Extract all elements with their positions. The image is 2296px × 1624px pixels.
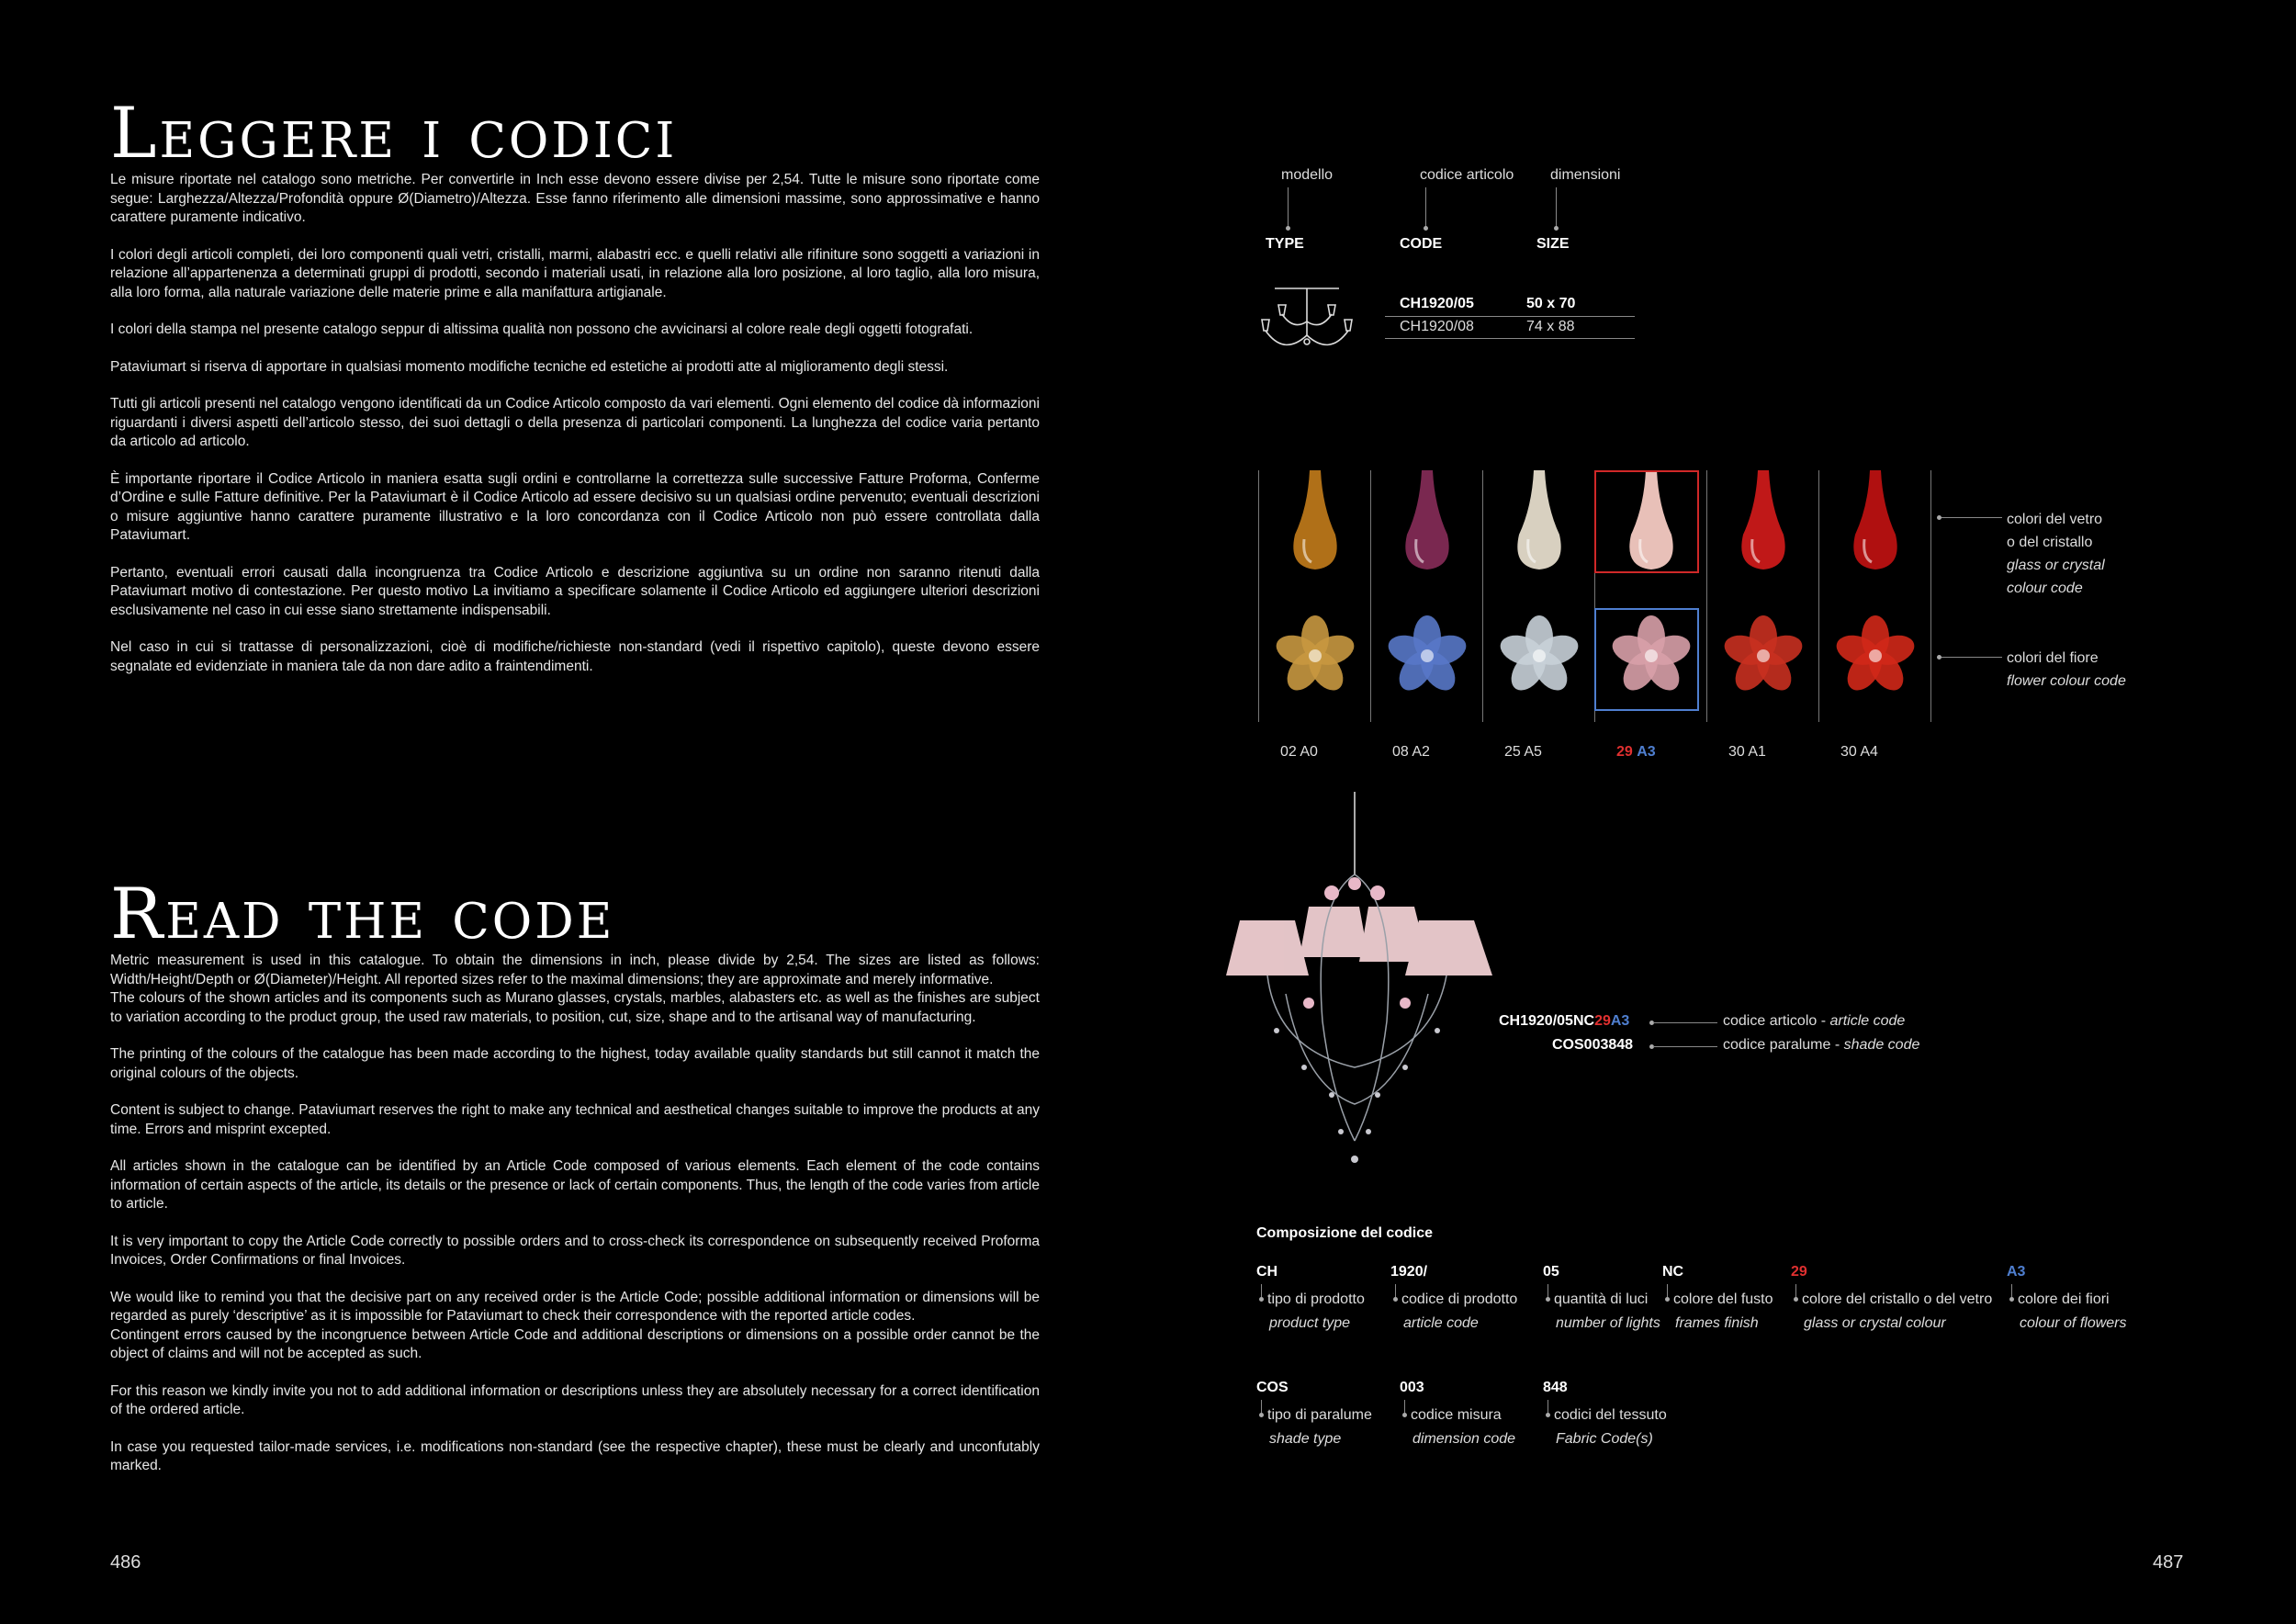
swatch-divider (1482, 470, 1483, 722)
code-segment: 05 (1543, 1264, 1559, 1280)
swatch-code-glass: 02 (1280, 744, 1297, 760)
code-segment-en: colour of flowers (2020, 1315, 2127, 1331)
para: È importante riportare il Codice Articolo in maniera esatta sugli ordini e controllarne la correttezza sulle successive Fatture Proforma, Conferme d’Ordine e sulle Fatture definitive. Per la Pataviumart è il Codice Articolo ad essere decisivo su un qualsiasi ordine pervenuto; eventuali descrizioni o misure aggiuntive hanno carattere puramente illustrativo e la loro concordanza con il Codice Articolo non può essere controllata dalla Pataviumart. (110, 470, 1040, 543)
article-code-label-en: article code (1829, 1013, 1906, 1029)
para: I colori degli articoli completi, dei loro componenti quali vetri, cristalli, marmi, alabastri ecc. e quelli relativi alle rifiniture sono soggetti a variazioni in relazione all’appartenenza a determinati gruppi di prodotti, secondo i materiali usati, in relazione alla loro posizione, al loro taglio, alla loro misura, alla loro forma, alla naturale variazione delle materie prime e alla manifattura artigianale. (110, 246, 1040, 300)
text-it (110, 171, 1040, 694)
label-modello: modello (1281, 167, 1334, 183)
para: I colori della stampa nel presente catalogo seppur di altissima qualità non possono che avvicinarsi al colore reale degli oggetti fotografati. (110, 321, 974, 337)
shade-code-label-it: codice paralume - (1723, 1037, 1844, 1053)
code-segment-it: colore dei fiori (2018, 1291, 2110, 1307)
swatch-code-glass: 30 (1840, 744, 1857, 760)
swatch-code-flower: A1 (1748, 744, 1766, 760)
flower-swatch (1495, 612, 1583, 700)
code-segment-it: codice misura (1411, 1407, 1502, 1423)
code-segment: NC (1662, 1264, 1684, 1280)
title-en: Read the code (110, 873, 615, 954)
flower-swatch (1383, 612, 1471, 700)
glass-drop-swatch (1736, 470, 1791, 571)
article-code-label-it: codice articolo - (1723, 1013, 1830, 1029)
swatch-code-label (1280, 744, 1318, 761)
shade-code: COS003848 (1552, 1037, 1634, 1053)
code-segment-en: product type (1269, 1315, 1351, 1331)
col-type: TYPE (1266, 236, 1304, 252)
chandelier-image (1221, 792, 1497, 1196)
chandelier-sketch-icon (1256, 285, 1357, 367)
swatch-code-label (1840, 744, 1878, 761)
swatch-code-flower: A2 (1412, 744, 1430, 760)
swatch-code-glass: 25 (1504, 744, 1521, 760)
glass-drop-swatch (1400, 470, 1455, 571)
flower-label-line: colori del fiore (2007, 650, 2099, 666)
article-code-blue: A3 (1610, 1013, 1630, 1029)
title-it: Leggere i codici (110, 92, 678, 174)
label-codice-articolo: codice articolo (1420, 167, 1514, 183)
col-size: SIZE (1536, 236, 1570, 252)
swatch-divider (1370, 470, 1371, 722)
code-segment-it: codici del tessuto (1554, 1407, 1667, 1423)
para: Tutti gli articoli presenti nel catalogo vengono identificati da un Codice Articolo composto da vari elementi. Ogni elemento del codice dà informazioni riguardanti i diversi aspetti dell’articolo stesso, dei suoi dettagli o della presenza di particolari componenti. La lunghezza del codice varia pertanto da articolo ad articolo. (110, 396, 1040, 449)
flower-label-line: flower colour code (2007, 673, 2126, 689)
swatch-code-glass: 30 (1728, 744, 1745, 760)
swatch-divider (1258, 470, 1259, 722)
glass-label (2007, 508, 2105, 600)
para: The colours of the shown articles and its components such as Murano glasses, crystals, marbles, alabasters etc. as well as the finishes are subject to variation according to the product group, the used raw materials, to position, cut, size, shape and to the artisanal way of manufacturing. (110, 990, 1040, 1025)
code-segment: A3 (2007, 1264, 2026, 1280)
code-segment-it: colore del cristallo o del vetro (1802, 1291, 1993, 1307)
col-code: CODE (1400, 236, 1443, 252)
composition-title: Composizione del codice (1256, 1225, 1434, 1241)
flower-swatch (1271, 612, 1359, 700)
swatch-code-label (1392, 744, 1430, 761)
code-segment-en: glass or crystal colour (1804, 1315, 1946, 1331)
row-size-2: 74 x 88 (1526, 319, 1575, 334)
row-code-2: CH1920/08 (1400, 319, 1474, 334)
para: In case you requested tailor-made services, i.e. modifications non-standard (see the respective chapter), these must be clearly and unconfutably marked. (110, 1438, 1040, 1473)
code-segment-it: colore del fusto (1673, 1291, 1773, 1307)
code-segment-en: Fabric Code(s) (1556, 1431, 1653, 1447)
glass-label-line: colori del vetro (2007, 512, 2103, 527)
para: Le misure riportate nel catalogo sono metriche. Per convertirle in Inch esse devono essere divise per 2,54. Tutte le misure sono riportate come segue: Larghezza/Altezza/Profondità oppure Ø(Diametro)/Altezza. Esse fanno riferimento alle dimensioni massime, sono approssimative e hanno carattere puramente indicativo. (110, 172, 1040, 225)
code-segment: CH (1256, 1264, 1278, 1280)
glass-label-line: colour code (2007, 581, 2083, 596)
selected-flower-box (1594, 608, 1699, 711)
swatch-code-glass: 08 (1392, 744, 1409, 760)
article-code-label (1723, 1013, 1905, 1030)
page-number-left: 486 (110, 1552, 141, 1573)
row-code-1: CH1920/05 (1400, 296, 1474, 311)
swatch-code-label (1504, 744, 1542, 761)
code-segment-it: quantità di luci (1554, 1291, 1649, 1307)
glass-label-line: glass or crystal (2007, 558, 2105, 573)
para: Contingent errors caused by the incongruence between Article Code and additional descriptions or dimensions on a possible order cannot be the object of claims and will not be accepted as such. (110, 1326, 1040, 1361)
code-segment-en: shade type (1269, 1431, 1342, 1447)
glass-drop-swatch (1848, 470, 1903, 571)
code-segment-it: tipo di prodotto (1267, 1291, 1365, 1307)
glass-label-line: o del cristallo (2007, 535, 2093, 550)
para: It is very important to copy the Article Code correctly to possible orders and to cross-check its correspondence on subsequently received Proforma Invoices, Order Confirmations or final Invoices. (110, 1233, 1040, 1268)
code-segment-en: number of lights (1556, 1315, 1660, 1331)
swatch-code-flower: A5 (1524, 744, 1542, 760)
para: Pataviumart si riserva di apportare in qualsiasi momento modifiche tecniche ed estetiche ai prodotti atte al miglioramento degli stessi. (110, 358, 949, 375)
swatch-code-flower: A4 (1860, 744, 1878, 760)
shade-code-label (1723, 1037, 1919, 1054)
article-code-base: CH1920/05NC (1499, 1013, 1595, 1029)
swatch-code-label (1728, 744, 1766, 761)
article-code-red: 29 (1594, 1013, 1611, 1029)
para: Metric measurement is used in this catalogue. To obtain the dimensions in inch, please divide by 2,54. The sizes are listed as follows: Width/Height/Depth or Ø(Diameter)/Height. All reported sizes refer to the maximal dimensions; they are approximate and merely informative. (110, 953, 1040, 987)
code-segment-en: article code (1403, 1315, 1479, 1331)
swatch-divider (1818, 470, 1819, 722)
code-segment-it: codice di prodotto (1401, 1291, 1518, 1307)
shade-code-label-en: shade code (1843, 1037, 1920, 1053)
code-segment: 003 (1400, 1380, 1424, 1395)
row-size-1: 50 x 70 (1526, 296, 1576, 311)
page-number-right: 487 (2153, 1552, 2184, 1573)
glass-drop-swatch (1288, 470, 1343, 571)
code-segment-en: dimension code (1412, 1431, 1516, 1447)
glass-drop-swatch (1512, 470, 1567, 571)
swatch-divider (1706, 470, 1707, 722)
text-en (110, 952, 1040, 1494)
para: For this reason we kindly invite you not to add additional information or descriptions unless they are absolutely necessary for a correct identification of the ordered article. (110, 1382, 1040, 1417)
flower-swatch (1831, 612, 1919, 700)
flower-swatch (1719, 612, 1807, 700)
para: We would like to remind you that the decisive part on any received order is the Article Code; possible additional information or dimensions will be regarded as purely ‘descriptive’ as it is impossible for Pataviumart to check their correspondence with the reported article codes. (110, 1289, 1040, 1324)
code-segment-en: frames finish (1675, 1315, 1759, 1331)
article-code (1499, 1013, 1629, 1030)
para: All articles shown in the catalogue can be identified by an Article Code composed of various elements. Each element of the code contains information of certain aspects of the article, its details or the presence or lack of certain components. Thus, the length of the code varies from article to article. (110, 1158, 1040, 1212)
swatch-code-glass: 29 (1616, 744, 1633, 760)
swatch-code-flower: A3 (1637, 744, 1656, 760)
para: Pertanto, eventuali errori causati dalla incongruenza tra Codice Articolo e descrizione aggiuntiva su un ordine non saranno ritenuti dalla Pataviumart motivo di contestazione. Per questo motivo La invitiamo a specificare solamente il Codice Articolo ed aggiungere ulteriori descrizioni esclusivamente nel caso in cui esse siano strettamente indispensabili. (110, 564, 1040, 618)
para: The printing of the colours of the catalogue has been made according to the highest, today available quality standards but still cannot it match the original colours of the objects. (110, 1046, 1040, 1081)
swatch-code-flower: A0 (1300, 744, 1318, 760)
swatch-code-label (1616, 744, 1656, 761)
para: Content is subject to change. Pataviumart reserves the right to make any technical and aesthetical changes suitable to improve the products at any time. Errors and misprint excepted. (110, 1102, 1040, 1137)
code-segment: 29 (1791, 1264, 1807, 1280)
code-segment: 848 (1543, 1380, 1568, 1395)
flower-label (2007, 647, 2126, 693)
code-segment-it: tipo di paralume (1267, 1407, 1372, 1423)
code-segment: COS (1256, 1380, 1289, 1395)
swatch-divider (1930, 470, 1931, 722)
label-dimensioni: dimensioni (1550, 167, 1621, 183)
para: Nel caso in cui si trattasse di personalizzazioni, cioè di modifiche/richieste non-standard (vedi il rispettivo capitolo), queste devono essere segnalate ed evidenziate in maniera tale da non dare adito a fraintendimenti. (110, 639, 1040, 674)
code-segment: 1920/ (1390, 1264, 1428, 1280)
selected-glass-box (1594, 470, 1699, 573)
